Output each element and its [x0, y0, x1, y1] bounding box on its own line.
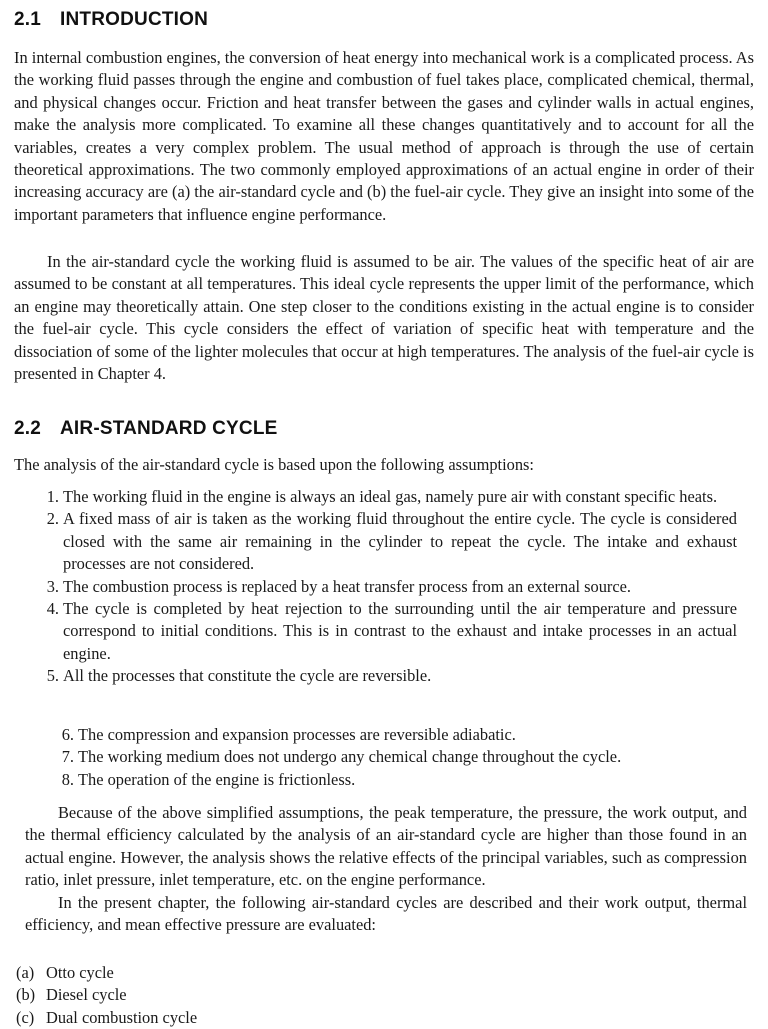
intro-paragraph-2: In the air-standard cycle the working fluid is assumed to be air. The values of the specific heat of air are assumed to be constant at all temperatures. This ideal cycle represents the upper limit of the performance, which an engine may theoretically attain. One step closer to the conditions existing in the actual engine is to consider the fuel-air cycle. This cycle considers the effect of variation of specific heat with temperature and the dissociation of some of the lighter molecules that occur at high temperatures. The analysis of the fuel-air cycle is presented in Chapter 4.: [14, 252, 754, 384]
list-item: [16, 1007, 446, 1029]
cycles-list: [16, 962, 446, 1029]
section-title: AIR-STANDARD CYCLE: [60, 418, 278, 439]
list-item: [16, 962, 446, 984]
list-item: [46, 598, 737, 665]
section-title: INTRODUCTION: [60, 9, 209, 30]
list-item: [61, 746, 738, 768]
list-item: [46, 486, 737, 508]
assumptions-intro: The analysis of the air-standard cycle is based upon the following assumptions:: [14, 455, 534, 474]
assumptions-list: [46, 486, 737, 688]
list-item-text: A fixed mass of air is taken as the working fluid throughout the entire cycle. The cycle is considered closed with the same air remaining in the cylinder to repeat the cycle. The intake and exhaust processes are not considered.: [63, 509, 737, 574]
closing-paragraphs: [25, 802, 747, 936]
list-marker: 7.: [61, 747, 74, 767]
list-marker: 3.: [46, 576, 59, 596]
list-item: [61, 769, 738, 791]
list-item-text: The combustion process is replaced by a heat transfer process from an external source.: [63, 576, 631, 596]
section-heading-air-standard-cycle: [14, 418, 278, 440]
section-number: 2.2: [14, 418, 42, 439]
list-item: [46, 576, 737, 598]
list-marker: 1.: [46, 487, 59, 506]
list-item-text: The operation of the engine is frictionless.: [78, 769, 356, 789]
list-item-text: The cycle is completed by heat rejection to the surrounding until the air temperature and pressure correspond to initial conditions. This is in contrast to the exhaust and intake processes in an actual engine.: [63, 599, 737, 663]
section-number: 2.1: [14, 9, 42, 30]
list-item: [46, 665, 737, 687]
list-marker: (c): [16, 1007, 35, 1027]
list-item-text: Diesel cycle: [46, 985, 127, 1005]
intro-paragraph-1: In internal combustion engines, the conversion of heat energy into mechanical work is a complicated process. As the working fluid passes through the engine and combustion of fuel takes place, complicated chemical, thermal, and physical changes occur. Friction and heat transfer between the gases and cylinder walls in actual engines, make the analysis more complicated. To examine all these changes quantitatively and to account for all the variables, creates a very complex problem. The usual method of approach is through the use of certain theoretical approximations. The two commonly employed approximations of an actual engine in order of their increasing accuracy are (a) the air-standard cycle and (b) the fuel-air cycle. They give an insight into some of the important parameters that influence engine performance.: [14, 48, 754, 224]
list-marker: 5.: [46, 666, 59, 686]
list-marker: 8.: [61, 769, 74, 789]
list-item: [61, 724, 738, 746]
list-marker: 2.: [46, 509, 59, 529]
list-item-text: All the processes that constitute the cycle are reversible.: [63, 666, 432, 686]
list-item: [46, 508, 737, 575]
list-item-text: Otto cycle: [46, 963, 114, 982]
list-marker: (b): [16, 985, 36, 1005]
list-marker: 4.: [46, 599, 59, 619]
paragraph-present-chapter: In the present chapter, the following air-standard cycles are described and their work output, thermal efficiency, and mean effective pressure are evaluated:: [25, 892, 747, 935]
list-item-text: The working medium does not undergo any chemical change throughout the cycle.: [78, 747, 622, 767]
list-item-text: Dual combustion cycle: [46, 1007, 198, 1027]
assumptions-list-continued: [61, 724, 738, 791]
list-item: [16, 984, 446, 1006]
list-marker: (a): [16, 963, 35, 982]
list-item-text: The compression and expansion processes are reversible adiabatic.: [78, 725, 516, 744]
paragraph-simplified-assumptions: Because of the above simplified assumptions, the peak temperature, the pressure, the work output, and the thermal efficiency calculated by the analysis of an air-standard cycle are higher than those found in an actual engine. However, the analysis shows the relative effects of the principal variables, such as compression ratio, inlet pressure, inlet temperature, etc. on the engine performance.: [25, 803, 747, 890]
list-marker: 6.: [61, 725, 74, 744]
list-item-text: The working fluid in the engine is always an ideal gas, namely pure air with constant specific heats.: [63, 487, 718, 506]
section-heading-introduction: [14, 9, 208, 31]
